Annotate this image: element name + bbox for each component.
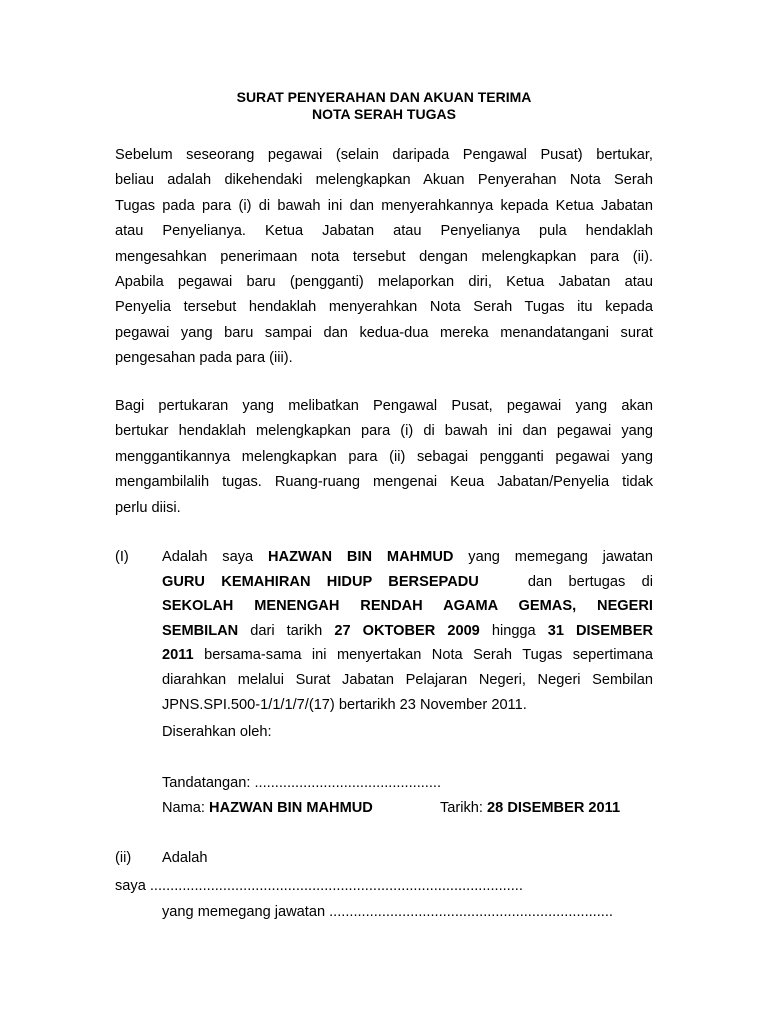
paragraph-2-line: perlu diisi. [115,499,181,516]
date-value: 28 DISEMBER 2011 [487,800,621,816]
item-1-line-3 [162,594,653,619]
paragraph-1-line: Sebelum seseorang pegawai (selain daripada Pengawal Pusat) bertukar, [115,147,653,163]
item-1-line-6: diarahkan melalui Surat Jabatan Pelajaran Negeri, Negeri Sembilan [162,671,653,688]
item-2-line-2: saya ............................................................................................ [115,878,523,894]
school-name: SEKOLAH MENENGAH RENDAH AGAMA GEMAS, NEGERI [162,598,653,615]
start-date: 27 OKTOBER 2009 [334,622,480,639]
position-title: GURU KEMAHIRAN HIDUP BERSEPADU [162,573,479,590]
end-date-year: 2011 [162,647,194,664]
paragraph-1-line: mengesahkan penerimaan nota tersebut dengan melengkapkan para (ii). [115,248,653,265]
name-label: Nama: [162,800,205,816]
paragraph-1 [115,143,653,372]
paragraph-1-line: beliau adalah dikehendaki melengkapkan Akuan Penyerahan Nota Serah [115,172,653,189]
paragraph-1-line: pegawai yang baru sampai dan kedua-dua mereka menandatangani surat [115,324,653,341]
document-title-line2: NOTA SERAH TUGAS [312,106,456,122]
name-row [162,800,373,816]
handed-by-label: Diserahkan oleh: [162,724,272,740]
signature-line: Tandatangan: .............................................. [162,775,442,791]
item-1-text: Adalah saya [162,549,254,565]
paragraph-2-line: mengambilalih tugas. Ruang-ruang mengenai Keua Jabatan/Penyelia tidak [115,474,653,491]
paragraph-2-line: menggantikannya melengkapkan para (ii) sebagai pengganti pegawai yang [115,448,653,465]
paragraph-1-line: Penyelia tersebut hendaklah menyerahkan Nota Serah Tugas itu kepada [115,299,653,316]
item-1-line-5 [162,643,653,668]
paragraph-1-line: atau Penyelianya. Ketua Jabatan atau Penyelianya pula hendaklah [115,223,653,240]
paragraph-1-line: Apabila pegawai baru (pengganti) melaporkan diri, Ketua Jabatan atau [115,274,653,291]
item-2-line-3: yang memegang jawatan ...................................................................... [162,904,613,920]
name-value: HAZWAN BIN MAHMUD [209,800,373,816]
paragraph-1-line: pengesahan pada para (iii). [115,350,293,367]
paragraph-2 [115,394,653,521]
item-1-text: dari tarikh [250,622,323,639]
paragraph-1-line: Tugas pada para (i) di bawah ini dan menyerahkannya kepada Ketua Jabatan [115,197,653,214]
end-date: 31 DISEMBER [547,622,653,639]
item-2-number: (ii) [115,850,132,866]
item-1-line-7: JPNS.SPI.500-1/1/1/7/(17) bertarikh 23 November 2011. [162,696,527,713]
officer-name: HAZWAN BIN MAHMUD [268,549,454,565]
date-row [440,800,620,816]
item-2-line-1: Adalah [162,850,208,866]
item-1-text: yang memegang jawatan [468,549,653,565]
item-1-text: bersama-sama ini menyertakan Nota Serah Tugas sepertimana [204,647,654,664]
item-1-line-4 [162,619,653,644]
item-1-number: (I) [115,549,129,565]
item-1-text: hingga [491,622,536,639]
item-1-line-1 [162,545,653,570]
paragraph-2-line: bertukar hendaklah melengkapkan para (i) di bawah ini dan pegawai yang [115,423,653,440]
item-1-line-2 [162,570,653,595]
item-1-text: dan bertugas di [527,573,653,590]
document-title-line1: SURAT PENYERAHAN DAN AKUAN TERIMA [236,89,532,105]
paragraph-2-line: Bagi pertukaran yang melibatkan Pengawal Pusat, pegawai yang akan [115,398,653,414]
item-1-body [162,545,653,717]
date-label: Tarikh: [440,800,483,816]
school-name-cont: SEMBILAN [162,622,239,639]
